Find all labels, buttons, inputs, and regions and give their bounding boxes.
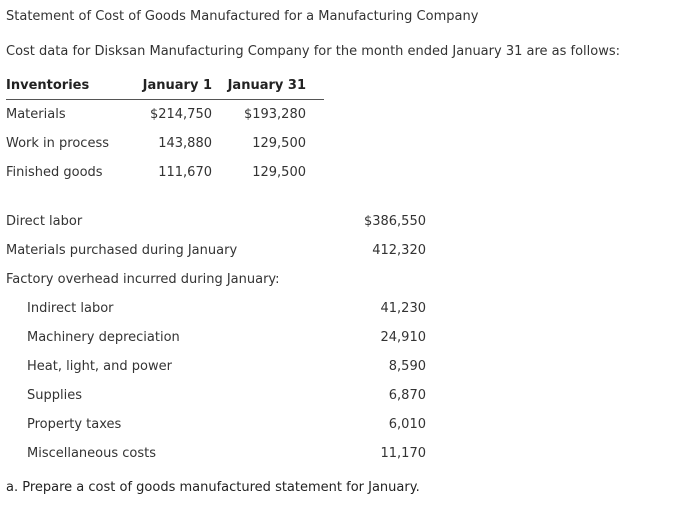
intro-text: Cost data for Disksan Manufacturing Company for the month ended January 31 are as follows: xyxy=(6,44,621,59)
list-item xyxy=(6,353,426,382)
inventories-table xyxy=(6,75,324,187)
document-title: Statement of Cost of Goods Manufactured for a Manufacturing Company xyxy=(6,9,479,24)
cost-label: Direct labor xyxy=(6,214,83,229)
cost-label: Materials purchased during January xyxy=(6,243,238,258)
cost-value: 24,910 xyxy=(380,330,426,345)
cost-label: Supplies xyxy=(27,388,82,403)
header-january-31: January 31 xyxy=(227,78,306,93)
row-value-jan31: $193,280 xyxy=(243,107,306,122)
row-value-jan1: $214,750 xyxy=(149,107,212,122)
cost-data-list xyxy=(6,208,426,469)
cost-value: 11,170 xyxy=(380,446,426,461)
cost-label: Indirect labor xyxy=(27,301,114,316)
list-item xyxy=(6,324,426,353)
cost-value: 6,010 xyxy=(388,417,426,432)
list-item xyxy=(6,295,426,324)
header-january-1: January 1 xyxy=(142,78,212,93)
cost-section-label: Factory overhead incurred during January: xyxy=(6,272,280,287)
list-item xyxy=(6,440,426,469)
cost-label: Property taxes xyxy=(27,417,122,432)
row-label: Work in process xyxy=(6,136,109,151)
list-item xyxy=(6,266,426,295)
table-row xyxy=(6,158,324,187)
row-label: Finished goods xyxy=(6,165,103,180)
cost-value: $386,550 xyxy=(363,214,426,229)
cost-value: 412,320 xyxy=(372,243,426,258)
row-value-jan31: 129,500 xyxy=(252,165,306,180)
cost-label: Machinery depreciation xyxy=(27,330,180,345)
table-row xyxy=(6,129,324,158)
cost-label: Miscellaneous costs xyxy=(27,446,157,461)
row-value-jan1: 111,670 xyxy=(158,165,212,180)
question-text: a. Prepare a cost of goods manufactured statement for January. xyxy=(6,480,420,495)
inventories-header-row xyxy=(6,75,324,100)
row-label: Materials xyxy=(6,107,66,122)
cost-label: Heat, light, and power xyxy=(27,359,172,374)
header-inventories: Inventories xyxy=(6,78,90,93)
list-item xyxy=(6,208,426,237)
cost-value: 41,230 xyxy=(380,301,426,316)
table-row xyxy=(6,100,324,129)
cost-value: 6,870 xyxy=(388,388,426,403)
list-item xyxy=(6,382,426,411)
row-value-jan1: 143,880 xyxy=(158,136,212,151)
list-item xyxy=(6,237,426,266)
row-value-jan31: 129,500 xyxy=(252,136,306,151)
list-item xyxy=(6,411,426,440)
cost-value: 8,590 xyxy=(388,359,426,374)
